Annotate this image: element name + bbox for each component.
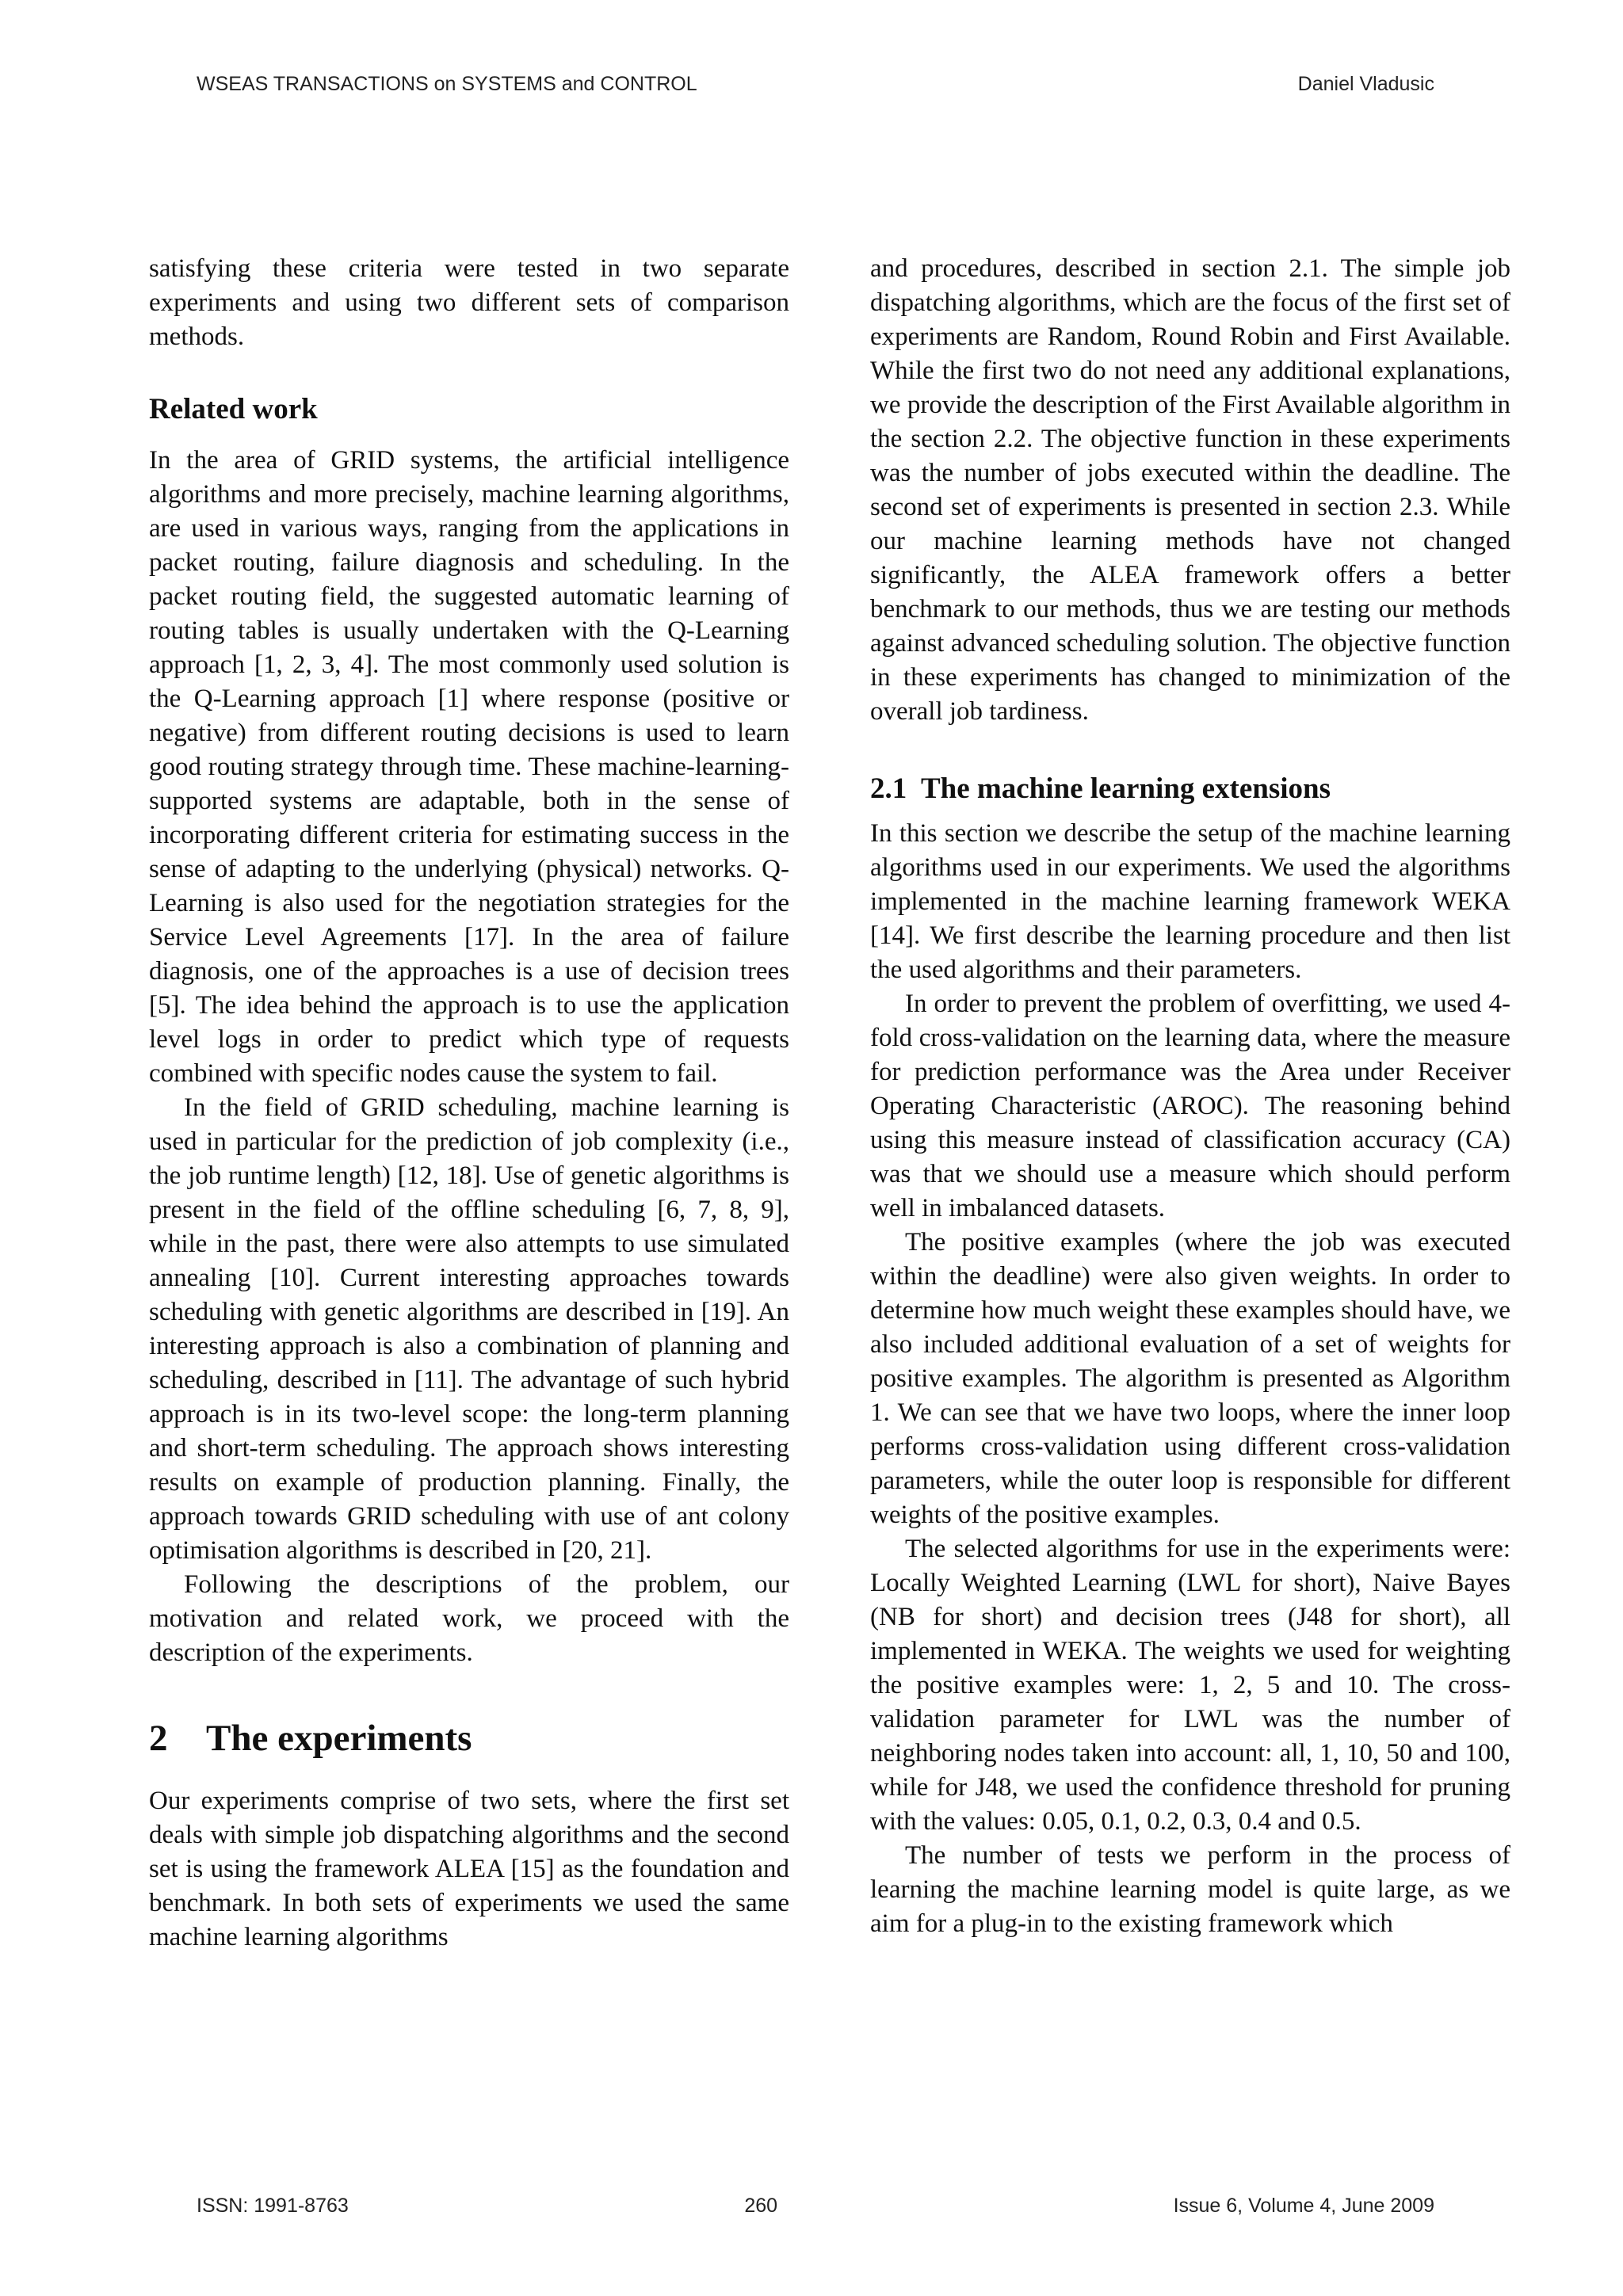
paragraph-experiments-1: Our experiments comprise of two sets, where the first set deals with simple job dispatching algorithms and the second set is using the framework ALEA [15] as the foundation and benchmark. In both sets of experiments we used the same machine learning algorithms [149, 1787, 789, 1951]
issue-info: Issue 6, Volume 4, June 2009 [1173, 2195, 1434, 2217]
paragraph-ml-3: The positive examples (where the job was executed within the deadline) were also given weights. In order to determine how much weight these examples should have, we also included additional evaluation of a set of weights for positive examples. The algorithm is presented as Algorithm 1. We can see that we have two loops, where the inner loop performs cross-validation using different cross-validation parameters, while the outer loop is responsible for different weights of the positive examples. [870, 1228, 1510, 1529]
subsection-heading-ml-extensions [870, 772, 1510, 806]
left-column [149, 252, 789, 1955]
section-heading-experiments [149, 1716, 789, 1760]
paragraph-ml-2: In order to prevent the problem of overfitting, we used 4-fold cross-validation on the learning data, where the measure for prediction performance was the Area under Receiver Operating Characteristic (AROC). The reasoning behind using this measure instead of classification accuracy (CA) was that we should use a measure which should perform well in imbalanced datasets. [870, 990, 1510, 1222]
paragraph-ml-1: In this section we describe the setup of the machine learning algorithms used in our experiments. We used the algorithms implemented in the machine learning framework WEKA [14]. We first describe the learning procedure and then list the used algorithms and their parameters. [870, 819, 1510, 984]
page-footer [197, 2195, 1434, 2218]
paragraph-experiments-2: and procedures, described in section 2.1. The simple job dispatching algorithms, which are the focus of the first set of experiments are Random, Round Robin and First Available. While the first two do not need any additional explanations, we provide the description of the First Available algorithm in the section 2.2. The objective function in these experiments was the number of jobs executed within the deadline. The second set of experiments is presented in section 2.3. While our machine learning methods have not changed significantly, the ALEA framework offers a better benchmark to our methods, thus we are testing our methods against advanced scheduling solution. The objective function in these experiments has changed to minimization of the overall job tardiness. [870, 254, 1510, 726]
page-number: 260 [744, 2195, 778, 2217]
journal-name: WSEAS TRANSACTIONS on SYSTEMS and CONTROL [197, 73, 697, 95]
paragraph-related-3: Following the descriptions of the problem, our motivation and related work, we proceed with the description of the experiments. [149, 1570, 789, 1667]
paragraph-related-1: In the area of GRID systems, the artificial intelligence algorithms and more precisely, machine learning algorithms, are used in various ways, ranging from the applications in packet routing, failure diagnosis and scheduling. In the packet routing field, the suggested automatic learning of routing tables is usually undertaken with the Q-Learning approach [1, 2, 3, 4]. The most commonly used solution is the Q-Learning approach [1] where response (positive or negative) from different routing decisions is used to learn good routing strategy through time. These machine-learning-supported systems are adaptable, both in the sense of incorporating different criteria for estimating success in the sense of adapting to the underlying (physical) networks. Q-Learning is also used for the negotiation strategies for the Service Level Agreements [17]. In the area of failure diagnosis, one of the approaches is a use of decision trees [5]. The idea behind the approach is to use the application level logs in order to predict which type of requests combined with specific nodes cause the system to fail. [149, 446, 789, 1088]
issn: ISSN: 1991-8763 [197, 2195, 349, 2217]
related-work-heading: Related work [149, 393, 318, 425]
section-number: 2 [149, 1718, 168, 1759]
paragraph-ml-4: The selected algorithms for use in the experiments were: Locally Weighted Learning (LWL for short), Naive Bayes (NB for short) and decision trees (J48 for short), all implemented in WEKA. The weights we used for weighting the positive examples were: 1, 2, 5 and 10. The cross-validation parameter for LWL was the number of neighboring nodes taken into account: all, 1, 10, 50 and 100, while for J48, we used the confidence threshold for pruning with the values: 0.05, 0.1, 0.2, 0.3, 0.4 and 0.5. [870, 1535, 1510, 1836]
running-header [197, 73, 1434, 96]
author-name: Daniel Vladusic [1297, 73, 1434, 95]
paragraph-related-2: In the field of GRID scheduling, machine learning is used in particular for the prediction of job complexity (i.e., the job runtime length) [12, 18]. Use of genetic algorithms is present in the field of the offline scheduling [6, 7, 8, 9], while in the past, there were also attempts to use simulated annealing [10]. Current interesting approaches towards scheduling with genetic algorithms are described in [19]. An interesting approach is also a combination of planning and scheduling, described in [11]. The advantage of such hybrid approach is in its two-level scope: the long-term planning and short-term scheduling. The approach shows interesting results on example of production planning. Finally, the approach towards GRID scheduling with use of ant colony optimisation algorithms is described in [20, 21]. [149, 1093, 789, 1565]
paragraph-continuation: satisfying these criteria were tested in two separate experiments and using two different sets of comparison methods. [149, 254, 789, 351]
subsection-title: The machine learning extensions [921, 772, 1331, 805]
right-column [870, 252, 1510, 1941]
subsection-number: 2.1 [870, 772, 907, 805]
section-title: The experiments [206, 1718, 472, 1759]
paragraph-ml-5: The number of tests we perform in the process of learning the machine learning model is quite large, as we aim for a plug-in to the existing framework which [870, 1841, 1510, 1938]
